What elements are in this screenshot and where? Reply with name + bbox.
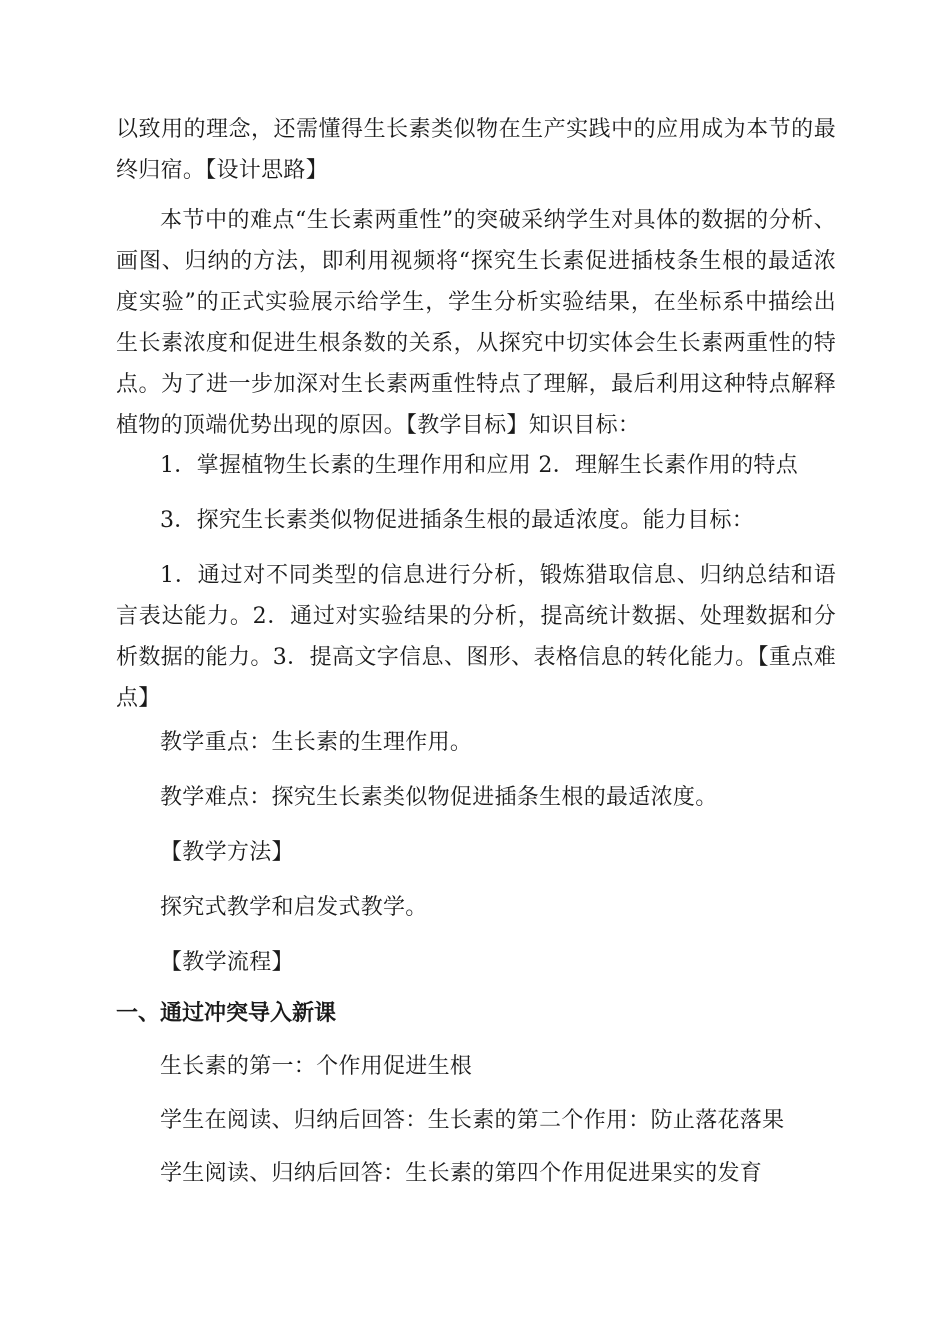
paragraph-key-point: 教学重点：生长素的生理作用。 — [160, 730, 473, 755]
paragraph-method: 探究式教学和启发式教学。 — [160, 895, 428, 920]
paragraph-process-title: 【教学流程】 — [160, 950, 294, 975]
paragraph-difficult-point: 教学难点：探究生长素类似物促进插条生根的最适浓度。 — [160, 785, 718, 810]
paragraph-method-title: 【教学方法】 — [160, 840, 294, 865]
section-heading: 一、通过冲突导入新课 — [116, 1001, 337, 1026]
paragraph-knowledge-goal-1: 1．掌握植物生长素的生理作用和应用 2．理解生长素作用的特点 — [160, 453, 798, 478]
section-line-1: 生长素的第一：个作用促进生根 — [160, 1054, 473, 1079]
paragraph-knowledge-goal-3: 3．探究生长素类似物促进插条生根的最适浓度。能力目标： — [160, 508, 755, 533]
paragraph-design-idea: 本节中的难点“生长素两重性”的突破采纳学生对具体的数据的分析、画图、归纳的方法，即利用视频将“探究生长素促进插枝条生根的最适浓度实验”的正式实验展示给学生，学生分析实验结果，在坐标系中描绘出生长素浓度和促进生根条数的关系，从探究中切实体会生长素两重性的特点。为了进一步加深对生长素两重性特点了理解，最后利用这种特点解释植物的顶端优势出现的原因。【教学目标】知识目标： — [116, 208, 836, 438]
section-line-2: 学生在阅读、归纳后回答：生长素的第二个作用：防止落花落果 — [160, 1108, 785, 1133]
paragraph-ability-goals: 1．通过对不同类型的信息进行分析，锻炼猎取信息、归纳总结和语言表达能力。2．通过对实验结果的分析，提高统计数据、处理数据和分析数据的能力。3．提高文字信息、图形、表格信息的转化能力。【重点难点】 — [116, 563, 836, 711]
section-line-3: 学生阅读、归纳后回答：生长素的第四个作用促进果实的发育 — [160, 1161, 763, 1186]
paragraph-intro: 以致用的理念，还需懂得生长素类似物在生产实践中的应用成为本节的最终归宿。【设计思路】 — [116, 117, 836, 183]
